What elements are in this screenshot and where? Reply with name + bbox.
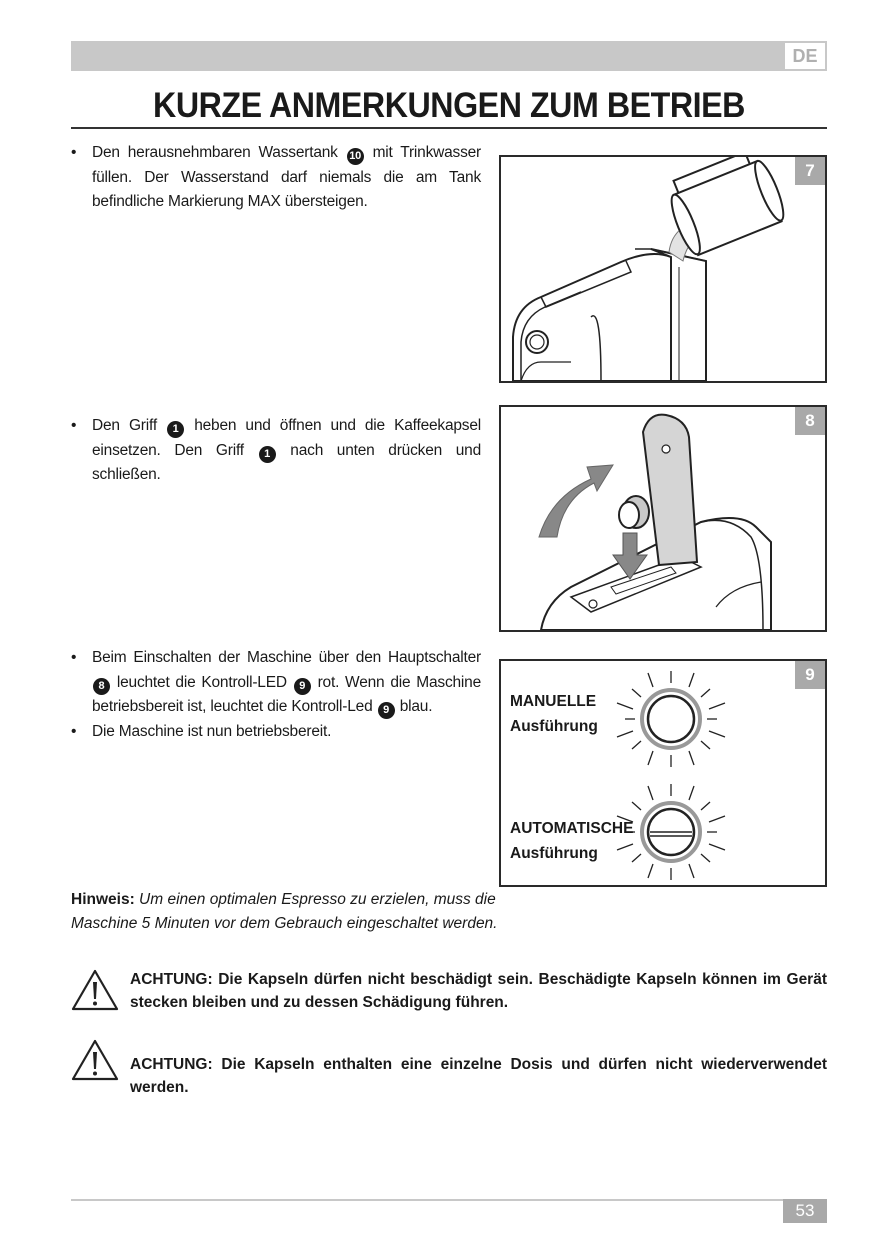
footer-divider	[71, 1199, 783, 1201]
page-number: 53	[783, 1199, 827, 1223]
manual-version-label: MANUELLE Ausführung	[510, 693, 598, 735]
hint-note	[71, 888, 541, 936]
bullet-item: • Den Griff 1 heben und öffnen und die Kaffeekapsel einsetzen. Den Griff 1 nach unten drücken und schließen.	[71, 414, 481, 488]
language-badge: DE	[783, 41, 827, 71]
title-divider	[71, 127, 827, 129]
warning-text: ACHTUNG: Die Kapseln dürfen nicht beschädigt sein. Beschädigte Kapseln können im Gerät stecken bleiben und zu dessen Schädigung führen.	[130, 971, 827, 1011]
instruction-block-water-tank	[71, 141, 481, 215]
warning-triangle-icon	[71, 968, 119, 1012]
capsule-insertion-illustration	[501, 407, 825, 630]
reference-number-badge: 9	[294, 678, 311, 695]
figure-number: 8	[795, 407, 825, 435]
manual-led-icon	[617, 671, 725, 767]
warning-text: ACHTUNG: Die Kapseln enthalten eine einzelne Dosis und dürfen nicht wiederverwendet werden.	[130, 1056, 827, 1096]
bullet-item: • Den herausnehmbaren Wassertank 10 mit Trinkwasser füllen. Der Wasserstand darf niemals die am Tank befindliche Markierung MAX übersteigen.	[71, 141, 481, 215]
reference-number-badge: 1	[167, 421, 184, 438]
hint-label: Hinweis:	[71, 891, 135, 908]
automatic-version-label: AUTOMATISCHE Ausführung	[510, 820, 634, 862]
reference-number-badge: 9	[378, 702, 395, 719]
bullet-item: • Beim Einschalten der Maschine über den Hauptschalter 8 leuchtet die Kontroll-LED 9 rot. Wenn die Maschine betriebsbereit ist, leuchtet die Kontroll-Led 9 blau.	[71, 646, 481, 720]
reference-number-badge: 8	[93, 678, 110, 695]
figure-7-water-tank	[499, 155, 827, 383]
header-bar	[71, 41, 783, 71]
machine-filling-illustration	[501, 157, 825, 381]
page-title: KURZE ANMERKUNGEN ZUM BETRIEB	[153, 86, 745, 125]
warning-block	[71, 968, 827, 1018]
hint-text: Um einen optimalen Espresso zu erzielen, muss die Maschine 5 Minuten vor dem Gebrauch eingeschaltet werden.	[71, 891, 498, 932]
reference-number-badge: 10	[347, 148, 364, 165]
figure-8-handle	[499, 405, 827, 632]
figure-9-led-indicators	[499, 659, 827, 887]
figure-number: 9	[795, 661, 825, 689]
instruction-block-power-on	[71, 646, 481, 744]
warning-triangle-icon	[71, 1038, 119, 1082]
bullet-item: • Die Maschine ist nun betriebsbereit.	[71, 720, 481, 745]
figure-number: 7	[795, 157, 825, 185]
instruction-block-handle	[71, 414, 481, 488]
warning-block	[71, 1038, 827, 1096]
reference-number-badge: 1	[259, 446, 276, 463]
